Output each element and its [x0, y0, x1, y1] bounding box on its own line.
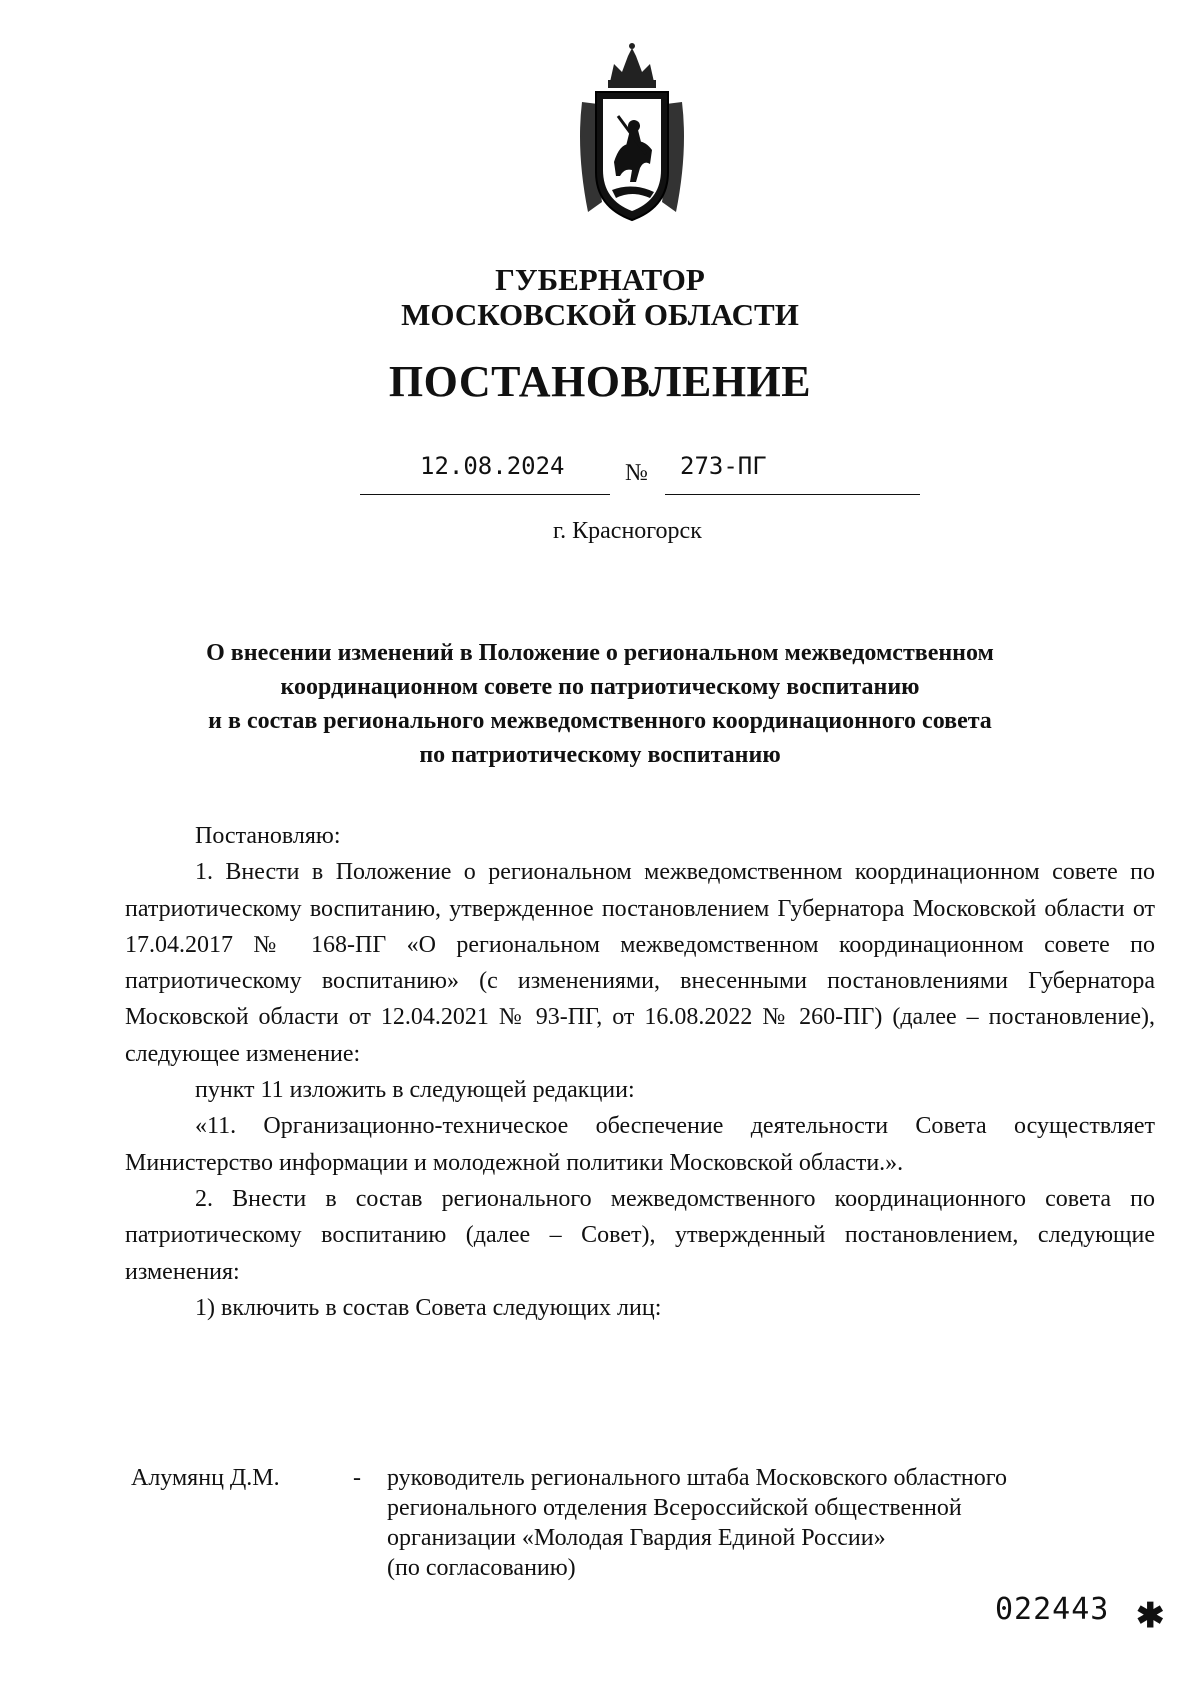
title-line: по патриотическому воспитанию: [419, 742, 781, 768]
number-sign: №: [625, 460, 648, 486]
member-role-line: регионального отделения Всероссийской общественной: [387, 1495, 962, 1521]
issuer-title-line1: ГУБЕРНАТОР: [495, 262, 705, 297]
paragraph-1-item: пункт 11 изложить в следующей редакции:: [195, 1077, 635, 1104]
document-date-field: [360, 446, 610, 495]
document-number: 273-ПГ: [680, 452, 767, 480]
title-line: координационном совете по патриотическому воспитанию: [280, 674, 920, 700]
asterisk-icon: ✱: [1136, 1598, 1165, 1635]
document-title: [150, 636, 1050, 772]
paragraph-2-item: 1) включить в состав Совета следующих лиц:: [195, 1294, 662, 1321]
member-role-line: (по согласованию): [387, 1555, 576, 1581]
document-number-field: [665, 446, 920, 495]
member-dash: -: [353, 1465, 361, 1491]
paragraph-1-quote: «11. Организационно-техническое обеспечение деятельности Совета осуществляет Министерство информации и молодежной политики Московской области.».: [125, 1113, 1155, 1176]
document-date: 12.08.2024: [420, 452, 565, 480]
member-name: Алумянц Д.М.: [131, 1465, 280, 1491]
member-role: [387, 1463, 1147, 1583]
coat-of-arms-icon: [572, 42, 692, 227]
member-role-line: руководитель регионального штаба Московского областного: [387, 1465, 1007, 1491]
form-serial-number: 022443: [995, 1592, 1110, 1627]
member-role-line: организации «Молодая Гвардия Единой России»: [387, 1525, 886, 1551]
issuer-title-line2: МОСКОВСКОЙ ОБЛАСТИ: [401, 297, 799, 332]
paragraph-2: 2. Внести в состав регионального межведомственного координационного совета по патриотическому воспитанию (далее – Совет), утвержденный постановлением, следующие изменения:: [125, 1185, 1155, 1285]
paragraph-1: 1. Внести в Положение о региональном межведомственном координационном совете по патриотическому воспитанию, утвержденное постановлением Губернатора Московской области от 17.04.2017 № 168-ПГ «О региональном межведомственном координационном совете по патриотическому воспитанию» (с изменениями, внесенными постановлениями Губернатора Московской области от 12.04.2021 № 93-ПГ, от 16.08.2022 № 260-ПГ) (далее – постановление), следующее изменение:: [125, 859, 1155, 1067]
document-body: [125, 818, 1155, 1326]
document-type-heading: ПОСТАНОВЛЕНИЕ: [388, 357, 812, 406]
title-line: О внесении изменений в Положение о региональном межведомственном: [206, 640, 994, 666]
issue-place: г. Красногорск: [553, 518, 702, 544]
resolve-line: Постановляю:: [195, 823, 341, 849]
title-line: и в состав регионального межведомственного координационного совета: [208, 708, 992, 734]
